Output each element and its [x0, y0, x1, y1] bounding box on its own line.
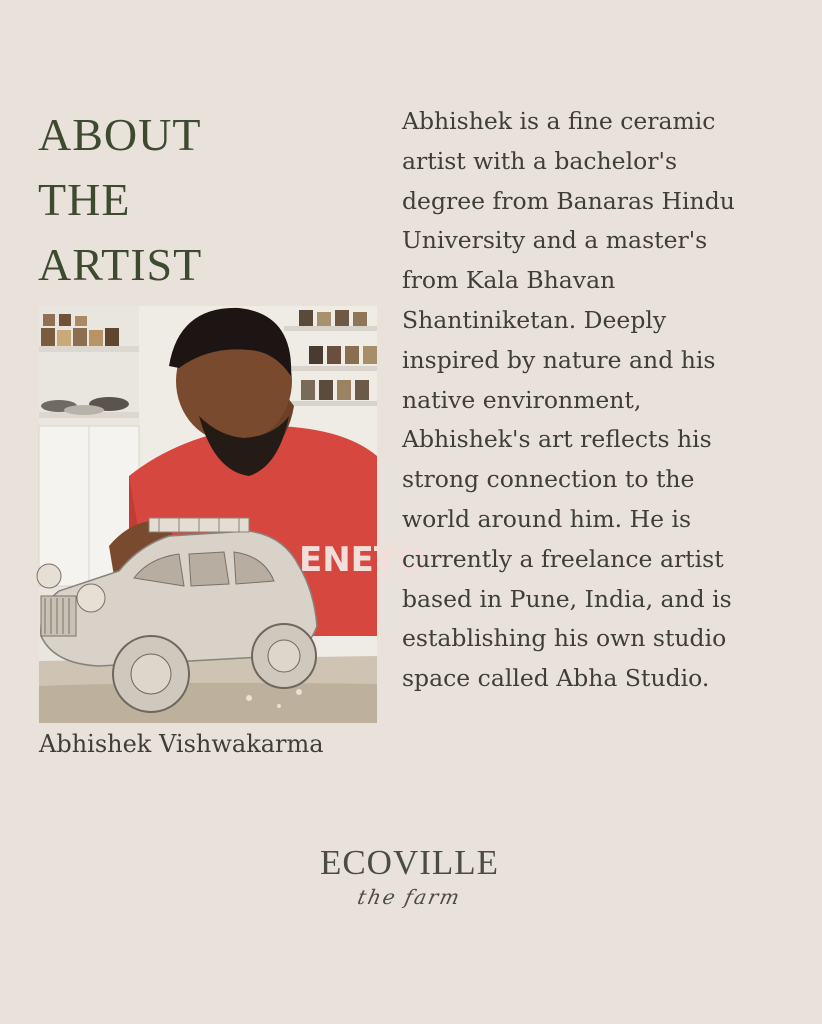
heading-line: THE	[38, 174, 131, 225]
bio-line: Abhishek is a fine ceramic	[402, 107, 716, 135]
bio-line: from Kala Bhavan	[402, 266, 616, 295]
artist-bio	[402, 102, 794, 699]
logo-tagline: the farm	[355, 885, 464, 909]
bio-line: native environment,	[402, 385, 642, 414]
bio-line: degree from Banaras Hindu	[402, 186, 735, 215]
bio-line: artist with a bachelor's	[402, 146, 678, 175]
heading-line: ABOUT	[38, 109, 202, 160]
heading-line: ARTIST	[38, 239, 203, 290]
artist-photo	[39, 306, 427, 723]
bio-line: space called Abha Studio.	[402, 664, 710, 693]
bio-line: University and a master's	[402, 226, 708, 255]
bio-line: Abhishek's art reflects his	[402, 425, 712, 454]
bio-line: world around him. He is	[402, 504, 692, 533]
artist-name-caption: Abhishek Vishwakarma	[39, 730, 324, 758]
bio-line: strong connection to the	[402, 465, 695, 494]
bio-line: inspired by nature and his	[402, 345, 716, 374]
bio-line: currently a freelance artist	[402, 544, 724, 573]
bio-line: Shantiniketan. Deeply	[402, 305, 667, 334]
bio-line: based in Pune, India, and is	[402, 584, 732, 613]
section-heading	[38, 102, 258, 297]
logo-wordmark: ECOVILLE	[319, 843, 500, 882]
shirt-print: ENETO	[299, 540, 427, 580]
ecoville-logo	[0, 843, 819, 909]
bio-line: establishing his own studio	[402, 624, 727, 653]
